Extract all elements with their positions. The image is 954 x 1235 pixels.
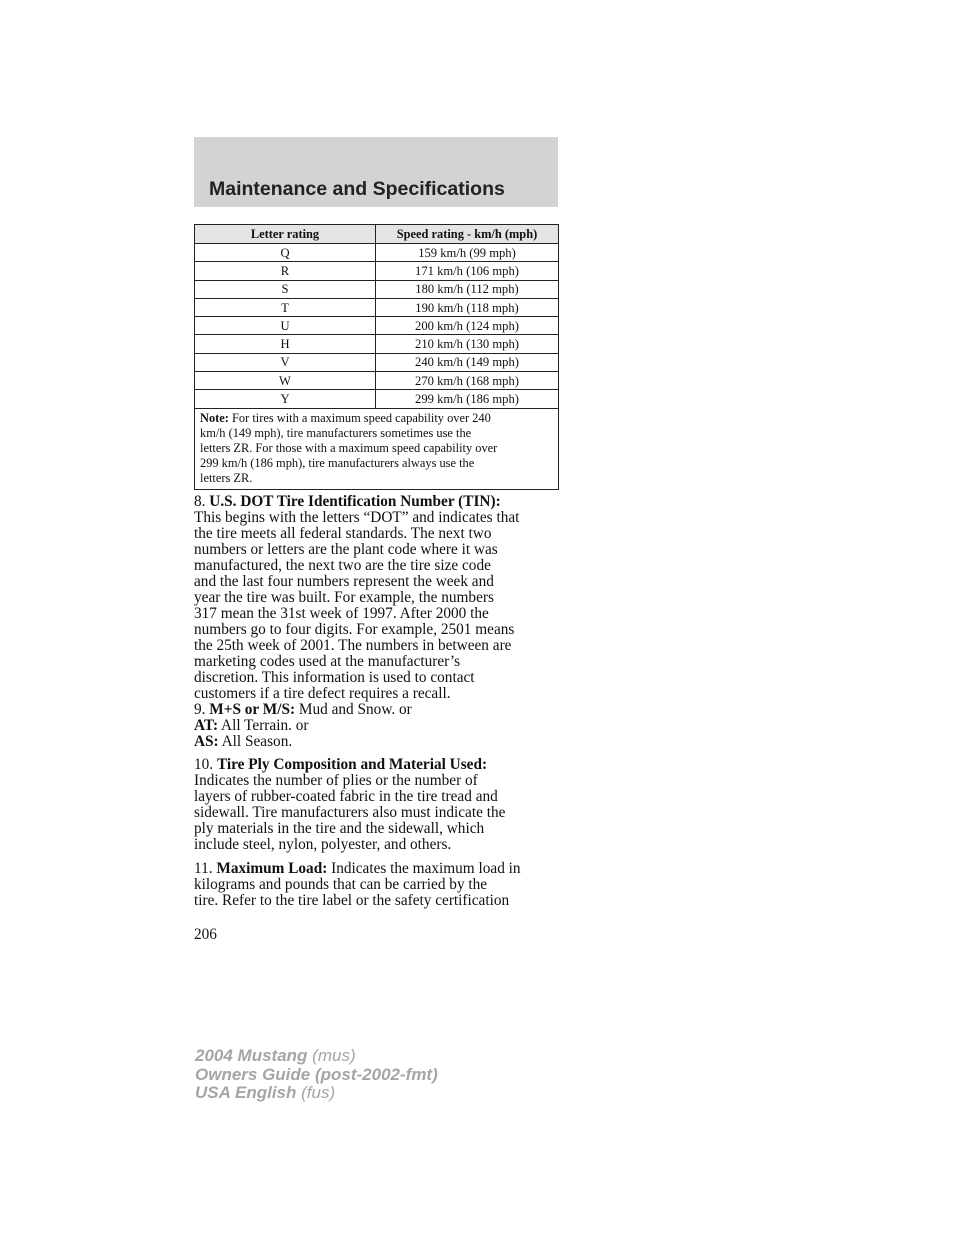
speed-rating-cell: 240 km/h (149 mph) [376,353,559,371]
speed-rating-cell: 299 km/h (186 mph) [376,390,559,408]
section-title: Maintenance and Specifications [209,178,505,200]
speed-rating-cell: 210 km/h (130 mph) [376,335,559,353]
table-row [195,317,559,335]
table-row [195,353,559,371]
table-row [195,372,559,390]
paragraph-line: marketing codes used at the manufacturer’s [194,653,461,670]
page-number: 206 [194,926,217,943]
speed-rating-cell: 180 km/h (112 mph) [376,280,559,298]
speed-rating-cell: 190 km/h (118 mph) [376,298,559,316]
item-8-tin-paragraph [194,494,562,702]
paragraph-line: the 25th week of 2001. The numbers in between are [194,637,512,654]
table-note [195,408,559,489]
ms-text: Mud and Snow. or [295,701,412,718]
letter-rating-cell: V [195,353,376,371]
document-footer [195,1047,438,1103]
paragraph-line: and the last four numbers represent the week and [194,573,494,590]
table-note-row [195,408,559,489]
paragraph-line: numbers go to four digits. For example, 2501 means [194,621,515,638]
at-label: AT: [194,717,219,734]
table-row [195,280,559,298]
note-line: letters ZR. For those with a maximum speed capability over [200,440,498,455]
speed-rating-cell: 200 km/h (124 mph) [376,317,559,335]
footer-line-guide [195,1066,438,1085]
footer-guide-name: Owners Guide (post-2002-fmt) [195,1064,438,1084]
item-11-maximum-load-paragraph [194,861,562,909]
paragraph-line: include steel, nylon, polyester, and others. [194,836,452,853]
item-number: 9. [194,701,210,718]
item-number: 10. [194,756,217,773]
letter-rating-cell: W [195,372,376,390]
table-row [195,298,559,316]
paragraph-line: customers if a tire defect requires a recall. [194,685,451,702]
paragraph-line: the tire meets all federal standards. The next two [194,525,492,542]
paragraph-line: kilograms and pounds that can be carried by the [194,876,488,893]
speed-rating-cell: 171 km/h (106 mph) [376,262,559,280]
as-label: AS: [194,733,219,750]
footer-line-model [195,1047,438,1066]
footer-line-language [195,1084,438,1103]
section-header-band [194,137,558,207]
letter-rating-cell: H [195,335,376,353]
note-line: For tires with a maximum speed capability over 240 [228,410,491,425]
footer-language-code: (fus) [296,1083,336,1102]
paragraph-line: ply materials in the tire and the sidewall, which [194,820,485,837]
item-number: 11. [194,860,217,877]
speed-rating-table [194,224,559,490]
item-heading: U.S. DOT Tire Identification Number (TIN): [209,493,501,510]
letter-rating-cell: U [195,317,376,335]
as-text: All Season. [218,733,293,750]
paragraph-line: layers of rubber-coated fabric in the tire tread and [194,788,498,805]
note-line: km/h (149 mph), tire manufacturers sometimes use the [200,425,472,440]
paragraph-line: sidewall. Tire manufacturers also must indicate the [194,804,506,821]
paragraph-line: tire. Refer to the tire label or the safety certification [194,892,510,909]
footer-language-name: USA English [195,1083,297,1102]
item-heading: Tire Ply Composition and Material Used: [216,756,488,773]
paragraph-line: discretion. This information is used to contact [194,669,475,686]
letter-rating-cell: Q [195,244,376,262]
at-text: All Terrain. or [218,717,309,734]
paragraph-line: year the tire was built. For example, the numbers [194,589,494,606]
speed-rating-cell: 159 km/h (99 mph) [376,244,559,262]
paragraph-line: numbers or letters are the plant code where it was [194,541,498,558]
paragraph-line: Indicates the number of plies or the number of [194,772,478,789]
item-heading: Maximum Load: [216,860,328,877]
letter-rating-cell: T [195,298,376,316]
note-line: letters ZR. [200,470,253,485]
letter-rating-cell: R [195,262,376,280]
paragraph-line: manufactured, the next two are the tire size code [194,557,491,574]
paragraph-line: This begins with the letters “DOT” and indicates that [194,509,520,526]
item-10-ply-composition-paragraph [194,757,562,853]
column-header-letter-rating: Letter rating [195,225,376,244]
item-number: 8. [194,493,210,510]
paragraph-line: 317 mean the 31st week of 1997. After 2000 the [194,605,489,622]
column-header-speed-rating: Speed rating - km/h (mph) [376,225,559,244]
note-label: Note: [200,410,229,425]
table-row [195,244,559,262]
ms-label: M+S or M/S: [209,701,296,718]
note-line: 299 km/h (186 mph), tire manufacturers always use the [200,455,475,470]
table-row [195,262,559,280]
paragraph-text: Indicates the maximum load in [327,860,521,877]
speed-rating-cell: 270 km/h (168 mph) [376,372,559,390]
footer-model-name: 2004 Mustang [195,1046,308,1065]
table-row [195,335,559,353]
table-row [195,390,559,408]
table-header-row [195,225,559,244]
letter-rating-cell: S [195,280,376,298]
item-9-mud-snow-paragraph [194,702,562,750]
letter-rating-cell: Y [195,390,376,408]
footer-model-code: (mus) [307,1046,356,1065]
